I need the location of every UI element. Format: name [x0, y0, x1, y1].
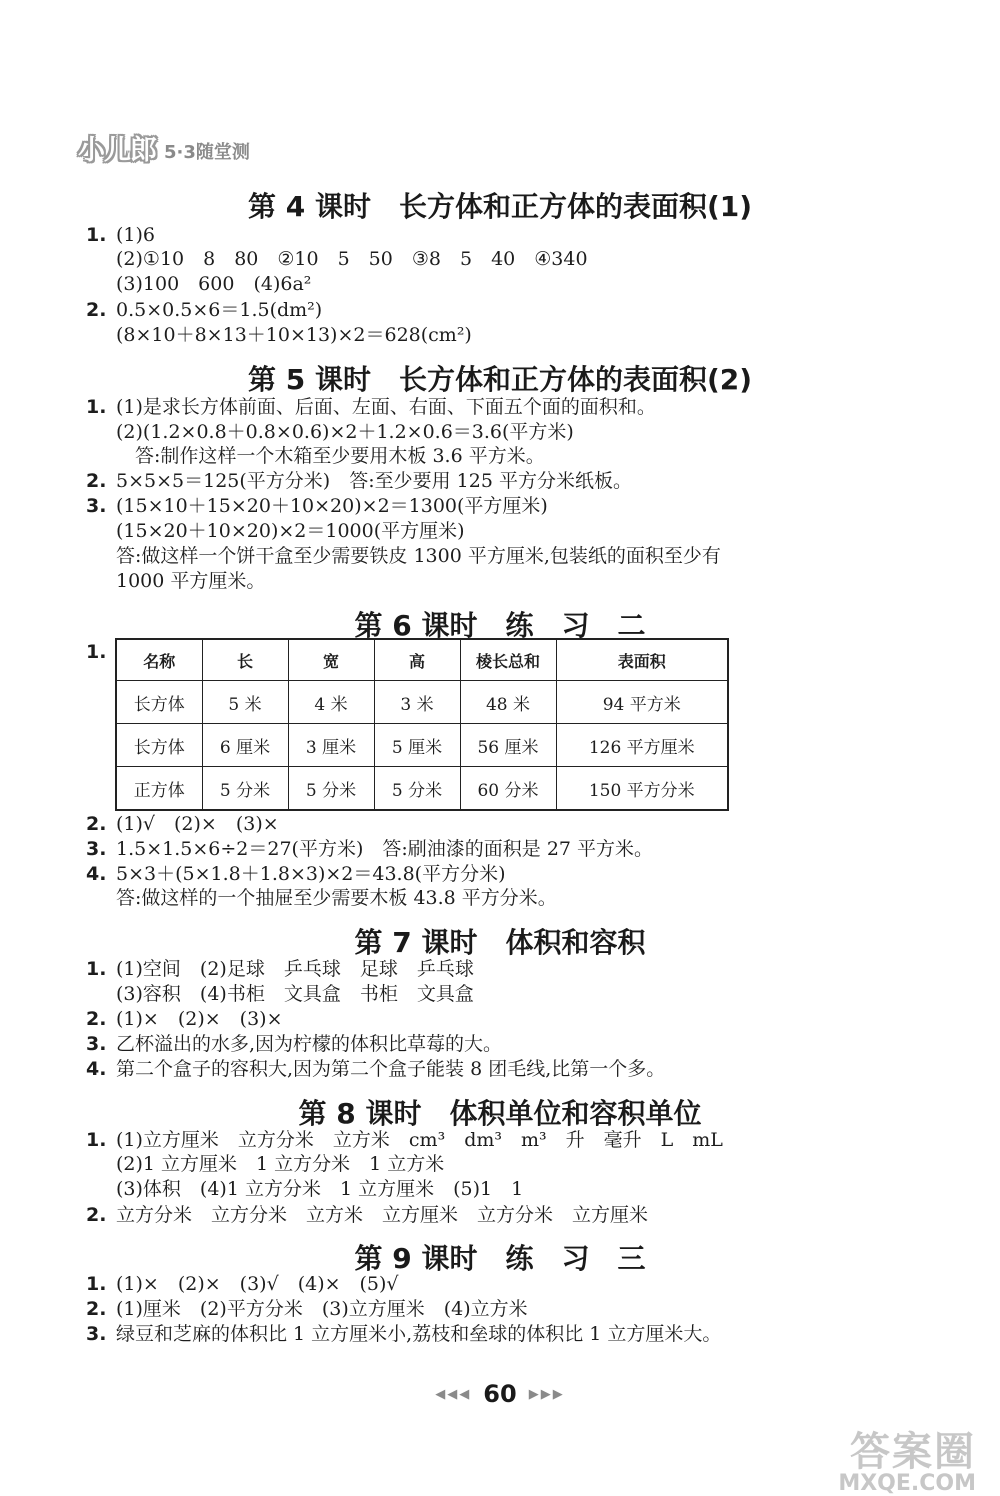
- answer-line: (3)体积 (4)1 立方分米 1 立方厘米 (5)1 1: [116, 1178, 524, 1200]
- table-cell: 3 米: [374, 681, 460, 724]
- table-header: 表面积: [556, 639, 728, 681]
- answer-line: 答:做这样一个饼干盒至少需要铁皮 1300 平方厘米,包装纸的面积至少有: [116, 545, 721, 567]
- table-header: 名称: [116, 639, 202, 681]
- table-header: 长: [202, 639, 288, 681]
- answer-line: (2)(1.2×0.8＋0.8×0.6)×2＋1.2×0.6＝3.6(平方米): [116, 421, 574, 443]
- table-cell: 56 厘米: [460, 724, 556, 767]
- question-number: 1.: [86, 1273, 107, 1295]
- stamp-site: MXQE.COM: [838, 1471, 976, 1496]
- answer-line: 5×5×5＝125(平方分米) 答:至少要用 125 平方分米纸板。: [116, 470, 632, 492]
- answer-line: 第二个盒子的容积大,因为第二个盒子能装 8 团毛线,比第一个多。: [116, 1058, 666, 1080]
- series-name: 5·3随堂测: [164, 142, 250, 163]
- table-cell: 126 平方厘米: [556, 724, 728, 767]
- question-number: 1.: [86, 396, 107, 418]
- question-number: 2.: [86, 813, 107, 835]
- lesson8-title: 第 8 课时 体积单位和容积单位: [298, 1097, 702, 1130]
- table-cell: 5 分米: [288, 767, 374, 811]
- answer-line: (2)1 立方厘米 1 立方分米 1 立方米: [116, 1153, 445, 1175]
- question-number: 1.: [86, 1129, 107, 1151]
- question-number: 3.: [86, 1033, 107, 1055]
- answer-line: (2)①10 8 80 ②10 5 50 ③8 5 40 ④340: [116, 248, 588, 270]
- lesson6-title: 第 6 课时 练 习 二: [354, 609, 646, 642]
- dimensions-table: [115, 638, 729, 811]
- next-arrows-icon: ▶▶▶: [528, 1386, 565, 1402]
- question-number: 3.: [86, 1323, 107, 1345]
- brand-name: 小儿郎: [78, 135, 156, 166]
- table-header: 棱长总和: [460, 639, 556, 681]
- question-number: 1.: [86, 641, 107, 663]
- prev-arrows-icon: ◀◀◀: [435, 1386, 472, 1402]
- answer-line: 0.5×0.5×6＝1.5(dm²): [116, 299, 323, 321]
- table-row: [116, 767, 728, 811]
- question-number: 2.: [86, 470, 107, 492]
- question-number: 2.: [86, 1298, 107, 1320]
- answer-line: (1)6: [116, 224, 156, 246]
- table-cell: 150 平方分米: [556, 767, 728, 811]
- table-cell: 3 厘米: [288, 724, 374, 767]
- site-watermark: [838, 1420, 976, 1496]
- table-cell: 长方体: [116, 681, 202, 724]
- answer-line: (1)空间 (2)足球 乒乓球 足球 乒乓球: [116, 958, 474, 980]
- table-row: [116, 724, 728, 767]
- answer-line: 1000 平方厘米。: [116, 570, 266, 592]
- answer-line: (15×10＋15×20＋10×20)×2＝1300(平方厘米): [116, 495, 548, 517]
- table-cell: 48 米: [460, 681, 556, 724]
- question-number: 4.: [86, 1058, 107, 1080]
- table-cell: 5 分米: [202, 767, 288, 811]
- table-header-row: [116, 639, 728, 681]
- answer-line: (8×10＋8×13＋10×13)×2＝628(cm²): [116, 324, 472, 346]
- answer-line: (1)√ (2)× (3)×: [116, 813, 279, 835]
- answer-line: 乙杯溢出的水多,因为柠檬的体积比草莓的大。: [116, 1033, 503, 1055]
- table-cell: 5 米: [202, 681, 288, 724]
- table-cell: 5 厘米: [374, 724, 460, 767]
- question-number: 2.: [86, 299, 107, 321]
- answer-line: 1.5×1.5×6÷2＝27(平方米) 答:刷油漆的面积是 27 平方米。: [116, 838, 654, 860]
- page-number: 60: [483, 1380, 517, 1408]
- table-cell: 4 米: [288, 681, 374, 724]
- table-header: 高: [374, 639, 460, 681]
- table-cell: 94 平方米: [556, 681, 728, 724]
- question-number: 2.: [86, 1204, 107, 1226]
- brand-logo: [78, 128, 250, 167]
- table-header: 宽: [288, 639, 374, 681]
- table-row: [116, 681, 728, 724]
- table-cell: 6 厘米: [202, 724, 288, 767]
- answer-line: 答:做这样的一个抽屉至少需要木板 43.8 平方分米。: [116, 887, 557, 909]
- answer-line: (3)容积 (4)书柜 文具盒 书柜 文具盒: [116, 983, 474, 1005]
- table-cell: 长方体: [116, 724, 202, 767]
- answer-line: (1)× (2)× (3)√ (4)× (5)√: [116, 1273, 399, 1295]
- answer-line: 绿豆和芝麻的体积比 1 立方厘米小,荔枝和垒球的体积比 1 立方厘米大。: [116, 1323, 722, 1345]
- question-number: 3.: [86, 838, 107, 860]
- answer-line: (1)立方厘米 立方分米 立方米 cm³ dm³ m³ 升 毫升 L mL: [116, 1129, 723, 1151]
- table-cell: 60 分米: [460, 767, 556, 811]
- question-number: 4.: [86, 863, 107, 885]
- lesson7-title: 第 7 课时 体积和容积: [354, 926, 646, 959]
- question-number: 2.: [86, 1008, 107, 1030]
- table-cell: 5 分米: [374, 767, 460, 811]
- answer-line: 5×3＋(5×1.8＋1.8×3)×2＝43.8(平方分米): [116, 863, 506, 885]
- answer-line: (1)× (2)× (3)×: [116, 1008, 283, 1030]
- answer-line: (1)厘米 (2)平方分米 (3)立方厘米 (4)立方米: [116, 1298, 528, 1320]
- table-cell: 正方体: [116, 767, 202, 811]
- question-number: 1.: [86, 224, 107, 246]
- answer-line: (1)是求长方体前面、后面、左面、右面、下面五个面的面积和。: [116, 396, 656, 418]
- stamp-main: 答案圈: [850, 1429, 976, 1475]
- question-number: 3.: [86, 495, 107, 517]
- answer-line: 答:制作这样一个木箱至少要用木板 3.6 平方米。: [116, 445, 545, 467]
- question-number: 1.: [86, 958, 107, 980]
- lesson5-title: 第 5 课时 长方体和正方体的表面积(2): [247, 363, 753, 396]
- answer-line: (3)100 600 (4)6a²: [116, 273, 312, 295]
- answer-line: (15×20＋10×20)×2＝1000(平方厘米): [116, 520, 465, 542]
- lesson4-title: 第 4 课时 长方体和正方体的表面积(1): [247, 190, 753, 223]
- page-footer: [0, 1380, 1000, 1408]
- lesson9-title: 第 9 课时 练 习 三: [354, 1242, 646, 1275]
- answer-line: 立方分米 立方分米 立方米 立方厘米 立方分米 立方厘米: [116, 1204, 649, 1226]
